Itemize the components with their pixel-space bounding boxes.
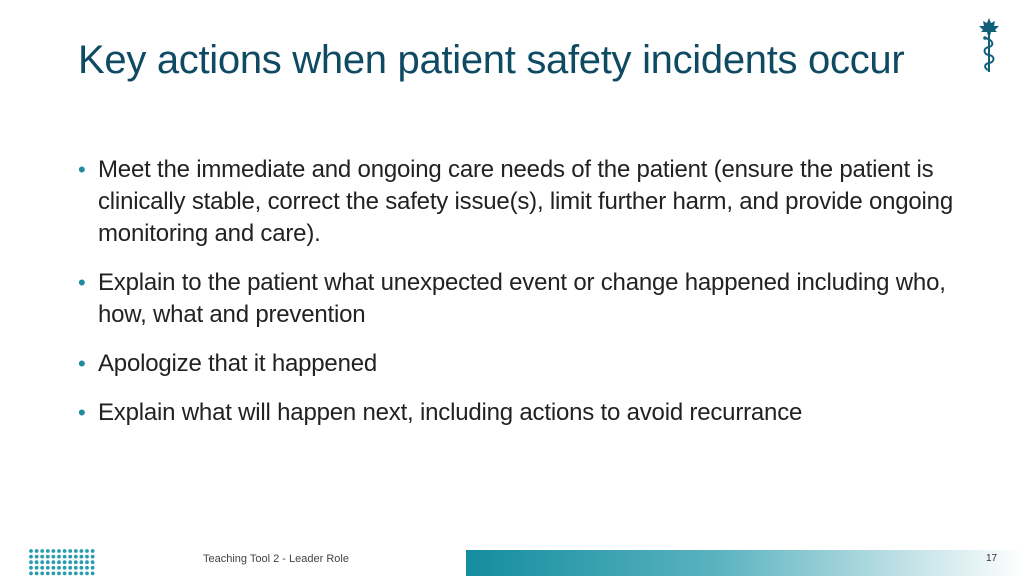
bullet-marker: • <box>78 400 86 425</box>
bullet-item <box>78 154 958 250</box>
bullet-item <box>78 348 958 380</box>
page-number: 17 <box>986 553 998 564</box>
bullet-item <box>78 397 958 429</box>
dot-grid-icon <box>28 548 96 576</box>
bullet-text: Explain what will happen next, including actions to avoid recurrance <box>98 399 803 426</box>
bullet-list <box>78 154 958 446</box>
footer-gradient-bar <box>466 550 1024 576</box>
bullet-marker: • <box>78 351 86 376</box>
slide-title: Key actions when patient safety incidents occur <box>78 38 905 82</box>
bullet-marker: • <box>78 157 86 182</box>
bullet-text: Apologize that it happened <box>98 350 378 377</box>
bullet-marker: • <box>78 270 86 295</box>
bullet-text: Meet the immediate and ongoing care needs of the patient (ensure the patient is clinically stable, correct the safety issue(s), limit further harm, and provide ongoing monitoring and care). <box>98 156 953 247</box>
caduceus-maple-leaf-icon <box>976 16 1002 74</box>
bullet-text: Explain to the patient what unexpected event or change happened including who, how, what and prevention <box>98 269 946 328</box>
bullet-item <box>78 267 958 331</box>
footer-text: Teaching Tool 2 - Leader Role <box>203 553 349 565</box>
